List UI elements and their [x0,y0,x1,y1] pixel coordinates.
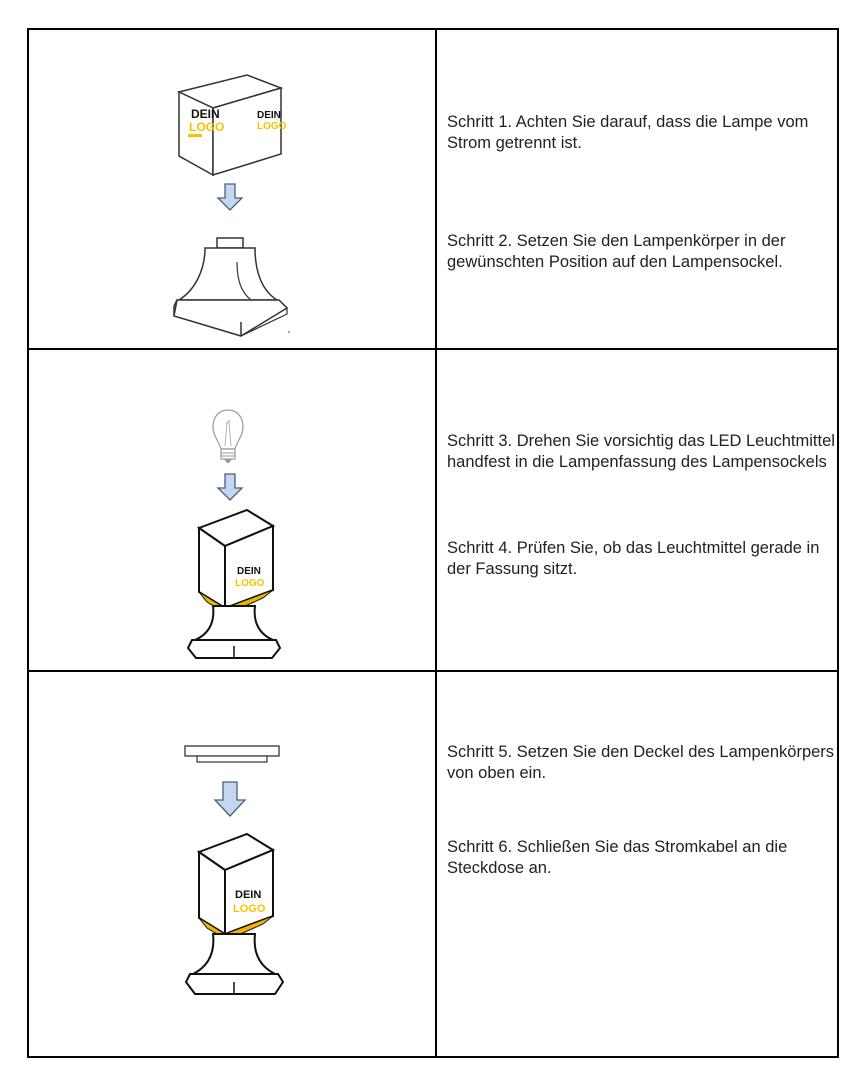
step-4-text: Schritt 4. Prüfen Sie, ob das Leuchtmittel gerade in der Fassung sitzt. [447,539,820,578]
logo-text-row3-line2: LOGO [233,903,266,915]
logo-text-row3-line1: DEIN [235,889,262,901]
lamp-base-illustration [174,238,290,336]
step-5-text: Schritt 5. Setzen Sie den Deckel des Lampenkörpers von oben ein. [447,743,835,782]
down-arrow-icon-3 [215,782,245,816]
down-arrow-icon-2 [218,474,242,500]
instruction-table [27,28,839,1058]
lamp-cube-illustration [179,75,287,175]
row-3-illustration [29,672,435,1058]
step-6-text: Schritt 6. Schließen Sie das Stromkabel an die Steckdose an. [447,838,788,877]
logo-side-line1: DEIN [257,110,281,121]
step-1-text: Schritt 1. Achten Sie darauf, dass die Lampe vom Strom getrennt ist. [447,113,809,152]
logo-text-row2-line1: DEIN [237,566,261,577]
step-2-text: Schritt 2. Setzen Sie den Lampenkörper in der gewünschten Position auf den Lampensockel. [447,232,786,271]
assembled-lamp-illustration [188,510,280,658]
logo-front [188,107,224,137]
row-3-text [437,672,837,1058]
step-3-text: Schritt 3. Drehen Sie vorsichtig das LED Leuchtmittel handfest in die Lampenfassung des Lampensockels [447,432,835,471]
down-arrow-icon [218,184,242,210]
logo-side [257,110,287,132]
row-2-text [437,350,837,670]
lid-illustration [185,746,279,762]
final-lamp-illustration [186,834,283,994]
row-2-illustration [29,350,435,670]
row-1-illustration [29,30,435,348]
logo-text-line2: LOGO [189,120,225,134]
row-1-text [437,30,837,348]
logo-text-row2-line2: LOGO [235,578,265,589]
light-bulb-icon [213,410,243,463]
logo-text-line1: DEIN [191,107,220,121]
logo-side-line2: LOGO [257,121,287,132]
